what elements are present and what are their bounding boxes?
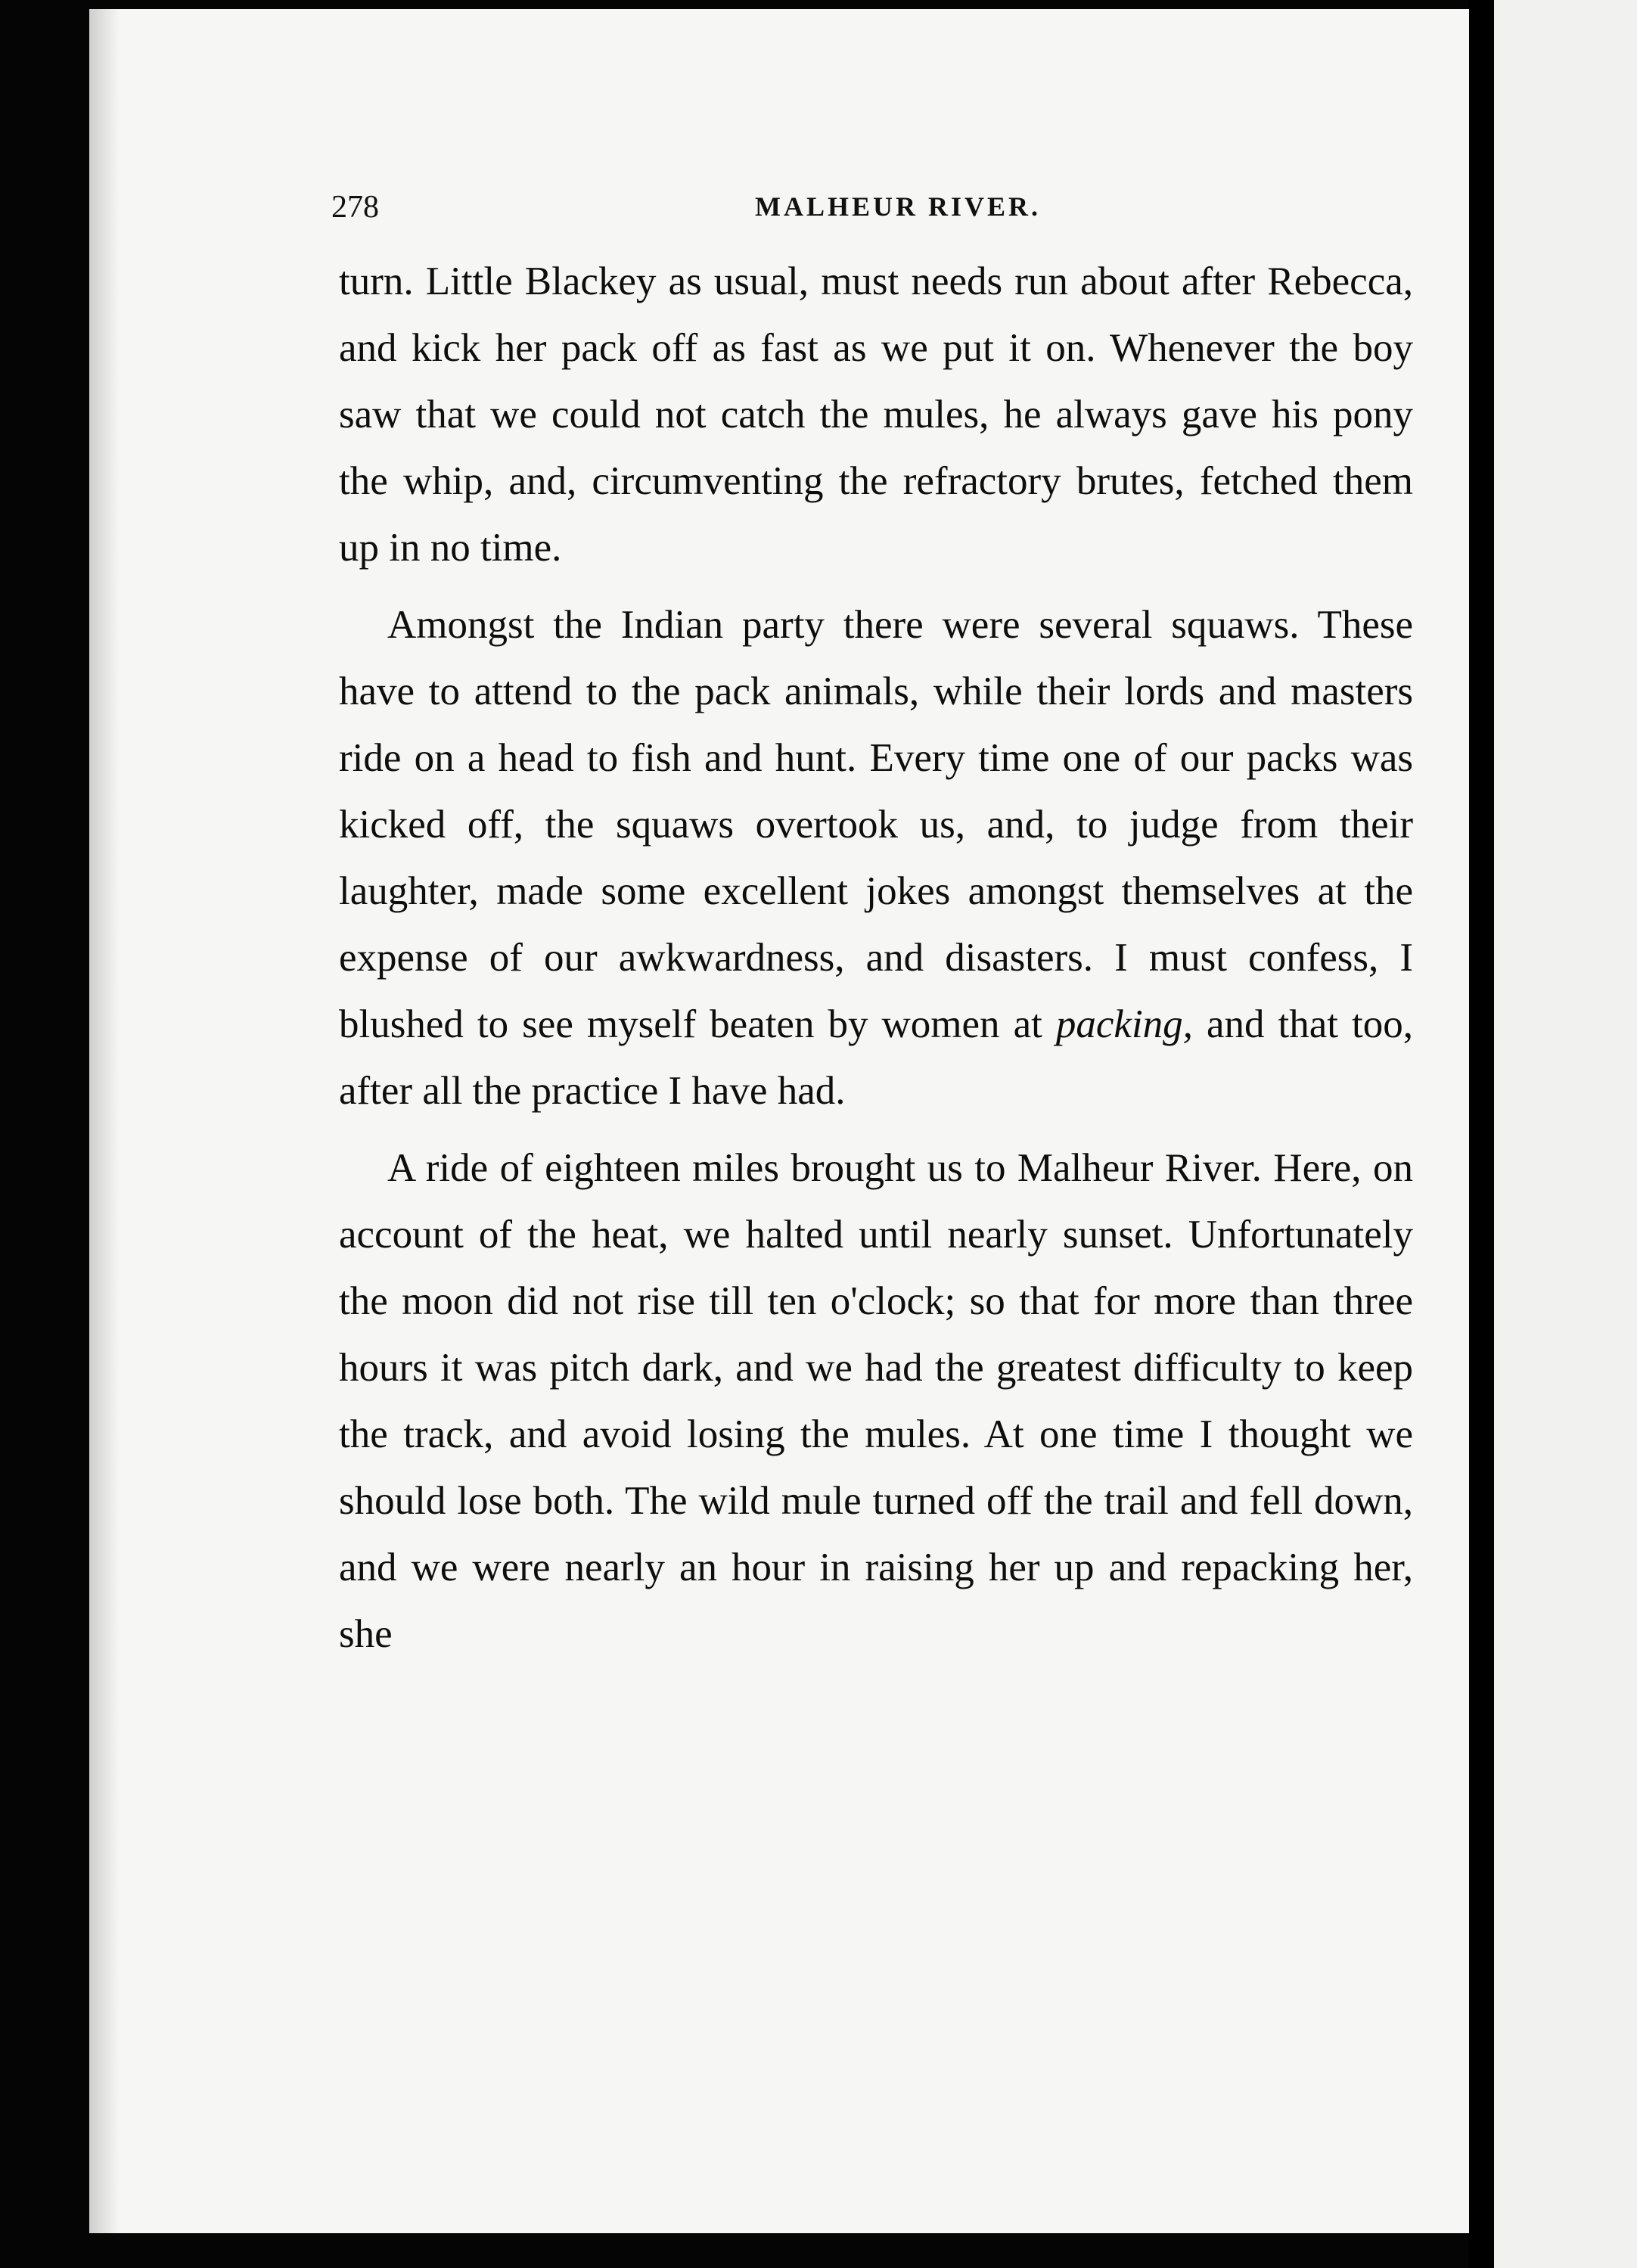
page-number: 278 xyxy=(331,190,379,225)
paragraph-2-end: and that too, after all the practice I have had. xyxy=(339,1002,1414,1113)
page-header xyxy=(331,189,1436,235)
page-edge-divider xyxy=(1469,0,1494,2268)
paragraph-2-text: Amongst the Indian party there were several squaws. These have to attend to the pack animals, while their lords and masters ride on a head to fish and hunt. Every time one of our packs was kicked off, the squaws overtook us, and, to judge from their laughter, made some excellent jokes amongst themselves at the expense of our awkwardness, and disasters. I must confess, I blushed to see myself beaten by women at xyxy=(339,603,1413,1046)
facing-page-edge xyxy=(1494,0,1637,2268)
paragraph-3: A ride of eighteen miles brought us to Malheur River. Here, on account of the heat, we halted until nearly sunset. Unfortunately the moon did not rise till ten o'clock; so that for more than three hours it was pitch dark, and we had the greatest difficulty to keep the track, and avoid losing the mules. At one time I thought we should lose both. The wild mule turned off the trail and fell down, and we were nearly an hour in raising her up and repacking her, she xyxy=(339,1146,1413,1656)
page-gutter-shadow xyxy=(89,9,120,2233)
paragraph-1: turn. Little Blackey as usual, must needs run about after Rebecca, and kick her pack off as fast as we put it on. Whenever the boy saw that we could not catch the mules, he always gave his pony the whip, and, circumventing the refractory brutes, fetched them up in no time. xyxy=(339,259,1413,570)
paragraph-2 xyxy=(339,592,1413,1124)
running-head: MALHEUR RIVER. xyxy=(755,191,1042,222)
book-page xyxy=(89,9,1469,2233)
body-text xyxy=(339,248,1413,1678)
paragraph-2-italic: packing, xyxy=(1055,1002,1193,1046)
